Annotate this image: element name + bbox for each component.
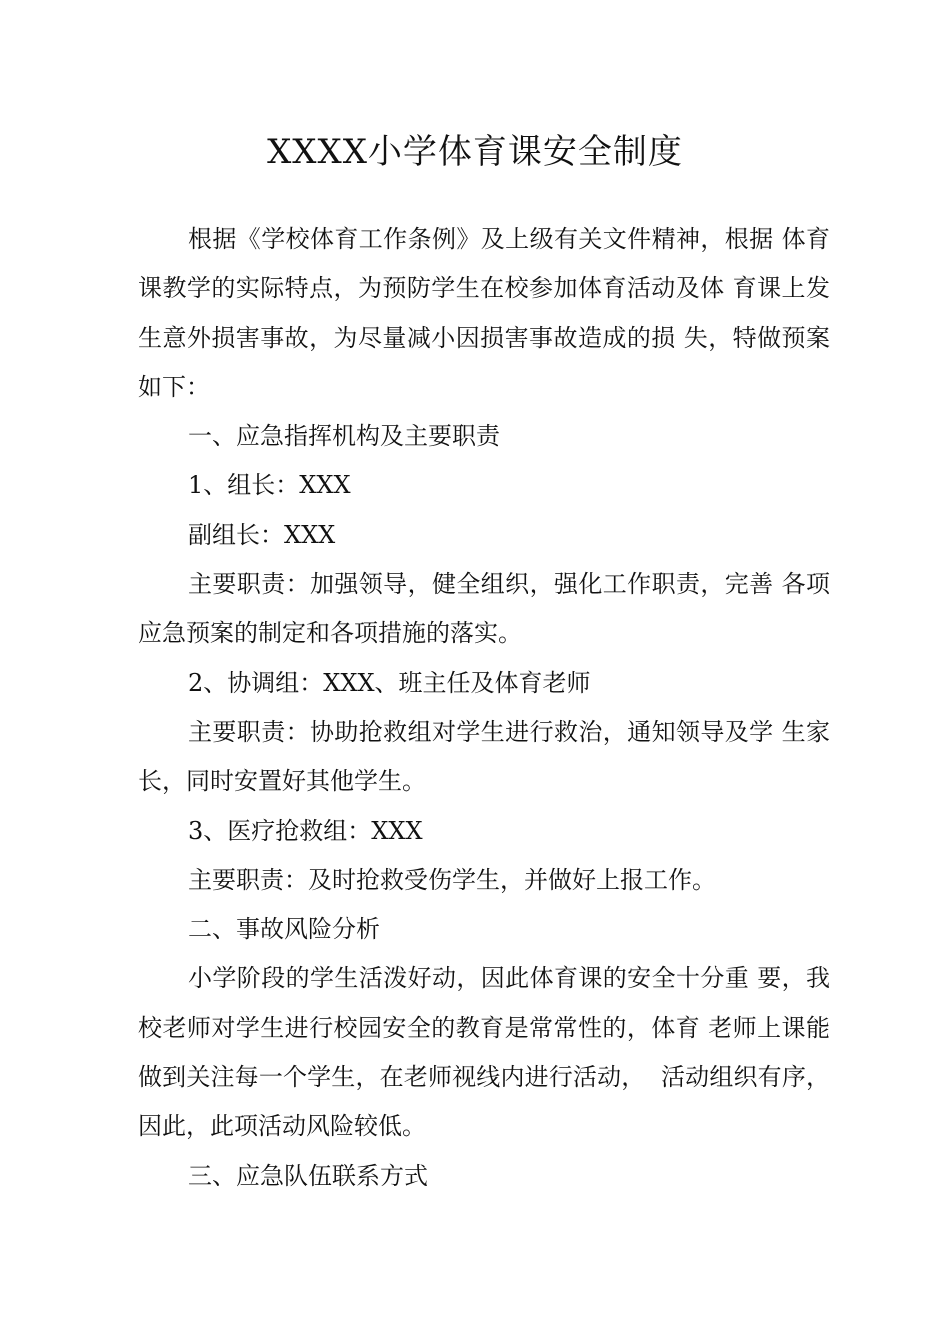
- paragraph-risk-analysis: 小学阶段的学生活泼好动，因此体育课的安全十分重 要，我校老师对学生进行校园安全的教育是常常性的，体育 老师上课能做到关注每一个学生，在老师视线内进行活动， 活动组织有序，因此，此项活动风险较低。: [138, 964, 830, 1141]
- paragraph-deputy-leader: 副组长：XXX: [188, 520, 336, 549]
- paragraph-leader-duties: 主要职责：加强领导，健全组织，强化工作职责，完善 各项应急预案的制定和各项措施的落实。: [138, 570, 830, 648]
- paragraph-medical-group: 3、医疗抢救组：XXX: [188, 816, 423, 845]
- document-body: [138, 215, 830, 1201]
- paragraph-coordination-group: 2、协调组：XXX、班主任及体育老师: [188, 668, 591, 697]
- section-heading-2: 二、事故风险分析: [188, 915, 380, 944]
- paragraph-medical-duties: 主要职责：及时抢救受伤学生，并做好上报工作。: [188, 865, 716, 894]
- paragraph-leader: 1、组长：XXX: [188, 471, 351, 500]
- section-heading-3: 三、应急队伍联系方式: [188, 1161, 428, 1190]
- paragraph-intro: 根据《学校体育工作条例》及上级有关文件精神，根据 体育课教学的实际特点，为预防学生在校参加体育活动及体 育课上发生意外损害事故，为尽量减小因损害事故造成的损 失，特做预案如下：: [138, 225, 830, 401]
- section-heading-1: 一、应急指挥机构及主要职责: [188, 422, 500, 451]
- document-title: XXXX小学体育课安全制度: [267, 132, 683, 172]
- paragraph-coordination-duties: 主要职责：协助抢救组对学生进行救治，通知领导及学 生家长，同时安置好其他学生。: [138, 717, 830, 796]
